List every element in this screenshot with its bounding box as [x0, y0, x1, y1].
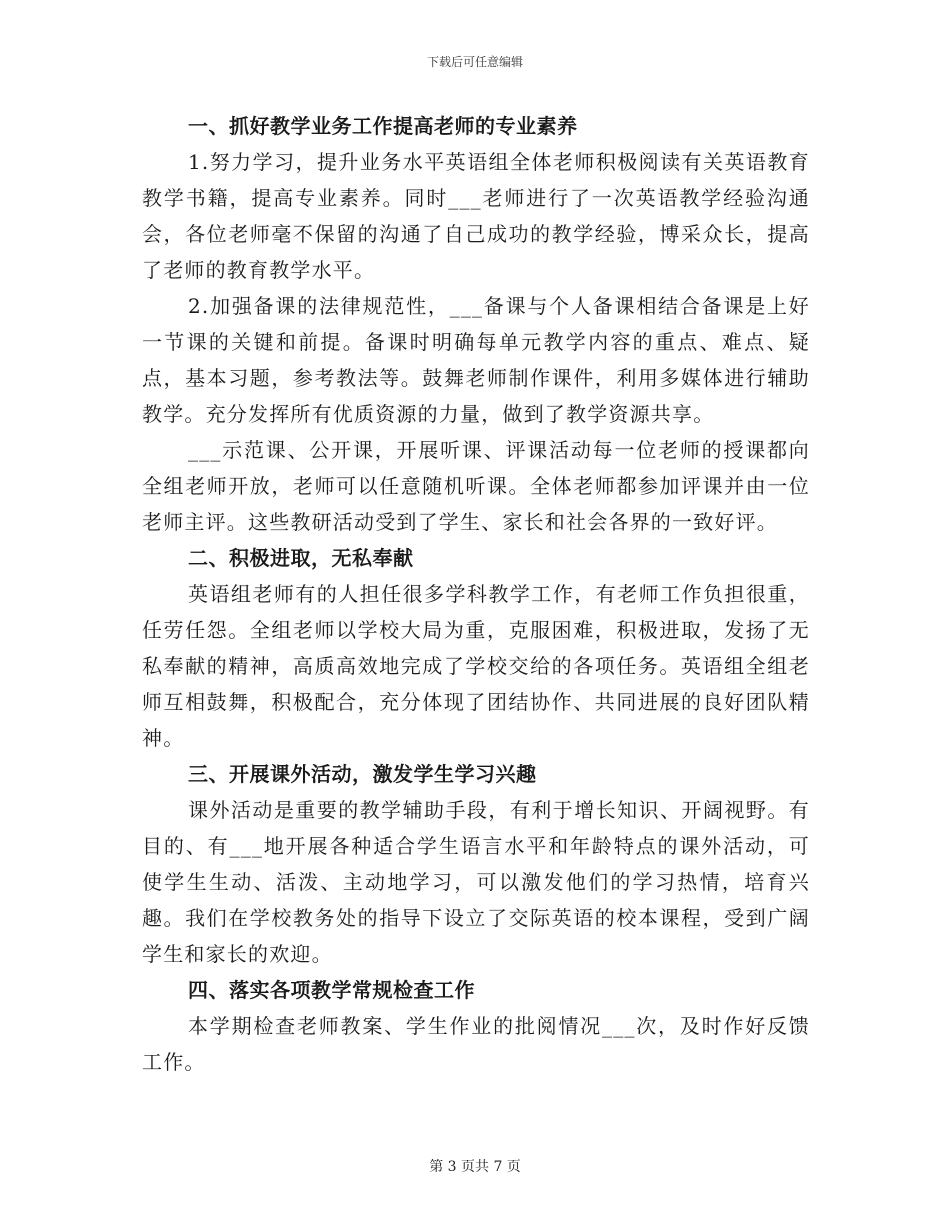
page-footer: 第 3 页共 7 页 — [429, 1159, 521, 1175]
section-heading-1: 一、抓好教学业务工作提高老师的专业素养 — [188, 114, 578, 138]
page-header: 下载后可任意编辑 — [426, 55, 523, 69]
section-heading-4: 四、落实各项教学常规检查工作 — [188, 978, 475, 1002]
paragraph-lesson-prep: 2.加强备课的法律规范性，___备课与个人备课相结合备课是上好一节课的关键和前提。备课时明确每单元教学内容的重点、难点、疑点，基本习题，参考教法等。鼓舞老师制作课件，利用多媒体进行辅助教学。充分发挥所有优质资源的力量，做到了教学资源共享。 — [142, 294, 810, 426]
section-heading-2: 二、积极进取，无私奉献 — [188, 546, 414, 570]
paragraph-dedication: 英语组老师有的人担任很多学科教学工作，有老师工作负担很重，任劳任怨。全组老师以学校大局为重，克服困难，积极进取，发扬了无私奉献的精神，高质高效地完成了学校交给的各项任务。英语组全组老师互相鼓舞，积极配合，充分体现了团结协作、共同进展的良好团队精神。 — [142, 582, 810, 750]
document-body — [142, 108, 810, 1080]
paragraph-study: 1.努力学习，提升业务水平英语组全体老师积极阅读有关英语教育教学书籍，提高专业素养。同时___老师进行了一次英语教学经验沟通会，各位老师毫不保留的沟通了自己成功的教学经验，博采众长，提高了老师的教育教学水平。 — [142, 150, 810, 282]
paragraph-activities: 课外活动是重要的教学辅助手段，有利于增长知识、开阔视野。有目的、有___地开展各种适合学生语言水平和年龄特点的课外活动，可使学生生动、活泼、主动地学习，可以激发他们的学习热情，培育兴趣。我们在学校教务处的指导下设立了交际英语的校本课程，受到广阔学生和家长的欢迎。 — [142, 798, 810, 966]
paragraph-inspection: 本学期检查老师教案、学生作业的批阅情况___次，及时作好反馈工作。 — [142, 1014, 810, 1074]
section-heading-3: 三、开展课外活动，激发学生学习兴趣 — [188, 762, 537, 786]
paragraph-demo-lessons: ___示范课、公开课，开展听课、评课活动每一位老师的授课都向全组老师开放，老师可以任意随机听课。全体老师都参加评课并由一位老师主评。这些教研活动受到了学生、家长和社会各界的一致好评。 — [142, 438, 810, 534]
